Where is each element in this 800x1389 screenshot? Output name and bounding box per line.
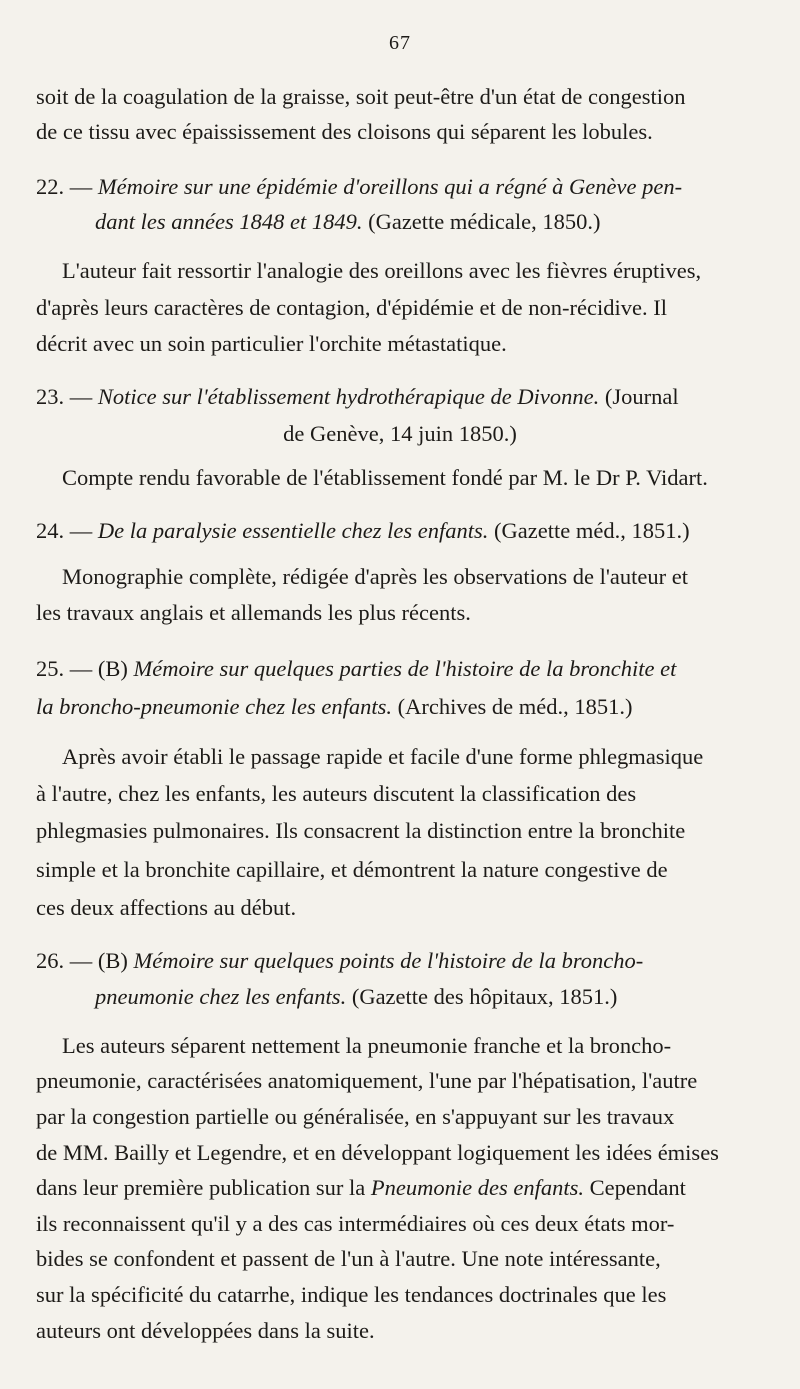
entry-22-heading-cont <box>95 207 600 237</box>
entry-text: par la congestion partielle ou généralisée, en s'appuyant sur les travaux <box>36 1104 675 1129</box>
entry-text: ces deux affections au début. <box>36 895 297 920</box>
entry-text: de MM. Bailly et Legendre, et en développant logiquement les idées émises <box>36 1140 719 1165</box>
entry-26-heading <box>36 946 643 976</box>
entry-text: ils reconnaissent qu'il y a des cas intermédiaires où ces deux états mor- <box>36 1211 675 1236</box>
entry-text-segment: dans leur première publication sur la <box>36 1175 371 1200</box>
entry-text: Monographie complète, rédigée d'après les observations de l'auteur et <box>62 564 689 589</box>
entry-text: pneumonie, caractérisées anatomiquement, l'une par l'hépatisation, l'autre <box>36 1068 698 1093</box>
entry-text: Les auteurs séparent nettement la pneumonie franche et la broncho- <box>62 1033 672 1058</box>
entry-26-heading-cont <box>95 982 617 1012</box>
intro-line: de ce tissu avec épaississement des cloisons qui séparent les lobules. <box>36 119 653 144</box>
entry-text: Compte rendu favorable de l'établissement fondé par M. le Dr P. Vidart. <box>62 465 708 490</box>
entry-title: Notice sur l'établissement hydrothérapique de Divonne. <box>97 384 600 409</box>
entry-text: les travaux anglais et allemands les plus récents. <box>36 600 471 625</box>
entry-number: 22. — <box>36 174 98 199</box>
entry-25-heading-cont <box>36 692 633 722</box>
entry-23-heading <box>36 382 679 412</box>
entry-text: à l'autre, chez les enfants, les auteurs discutent la classification des <box>36 781 637 806</box>
entry-text: d'après leurs caractères de contagion, d'épidémie et de non-récidive. Il <box>36 295 667 320</box>
entry-24-heading <box>36 516 690 546</box>
entry-source: (Gazette des hôpitaux, 1851.) <box>346 984 618 1009</box>
entry-title: Mémoire sur une épidémie d'oreillons qui a régné à Genève pen- <box>97 174 683 199</box>
entry-text-italic: Pneumonie des enfants. <box>370 1175 584 1200</box>
intro-line: soit de la coagulation de la graisse, soit peut-être d'un état de congestion <box>36 84 686 109</box>
page-number: 67 <box>389 32 411 54</box>
entry-source: (Gazette méd., 1851.) <box>488 518 690 543</box>
entry-text-segment: Cependant <box>583 1175 686 1200</box>
entry-title: pneumonie chez les enfants. <box>95 984 347 1009</box>
entry-text: sur la spécificité du catarrhe, indique les tendances doctrinales que les <box>36 1282 667 1307</box>
entry-number: 25. — (B) <box>36 656 134 681</box>
entry-number: 26. — (B) <box>36 948 134 973</box>
entry-source: (Gazette médicale, 1850.) <box>362 209 601 234</box>
entry-title: la broncho-pneumonie chez les enfants. <box>36 694 392 719</box>
entry-source: de Genève, 14 juin 1850.) <box>283 421 517 446</box>
entry-text: Après avoir établi le passage rapide et facile d'une forme phlegmasique <box>62 744 704 769</box>
entry-source: (Journal <box>599 384 679 409</box>
entry-title: Mémoire sur quelques parties de l'histoire de la bronchite et <box>133 656 677 681</box>
entry-text: L'auteur fait ressortir l'analogie des oreillons avec les fièvres éruptives, <box>62 258 702 283</box>
entry-text: décrit avec un soin particulier l'orchite métastatique. <box>36 331 507 356</box>
entry-number: 23. — <box>36 384 98 409</box>
entry-22-heading <box>36 172 682 202</box>
entry-source: (Archives de méd., 1851.) <box>391 694 633 719</box>
entry-25-heading <box>36 654 676 684</box>
entry-text: phlegmasies pulmonaires. Ils consacrent la distinction entre la bronchite <box>36 818 686 843</box>
entry-title: De la paralysie essentielle chez les enfants. <box>97 518 489 543</box>
entry-title: Mémoire sur quelques points de l'histoire de la broncho- <box>133 948 644 973</box>
entry-text <box>36 1173 686 1203</box>
entry-title: dant les années 1848 et 1849. <box>95 209 363 234</box>
entry-number: 24. — <box>36 518 98 543</box>
entry-text: simple et la bronchite capillaire, et démontrent la nature congestive de <box>36 857 668 882</box>
entry-text: bides se confondent et passent de l'un à l'autre. Une note intéressante, <box>36 1246 661 1271</box>
entry-text: auteurs ont développées dans la suite. <box>36 1318 375 1343</box>
